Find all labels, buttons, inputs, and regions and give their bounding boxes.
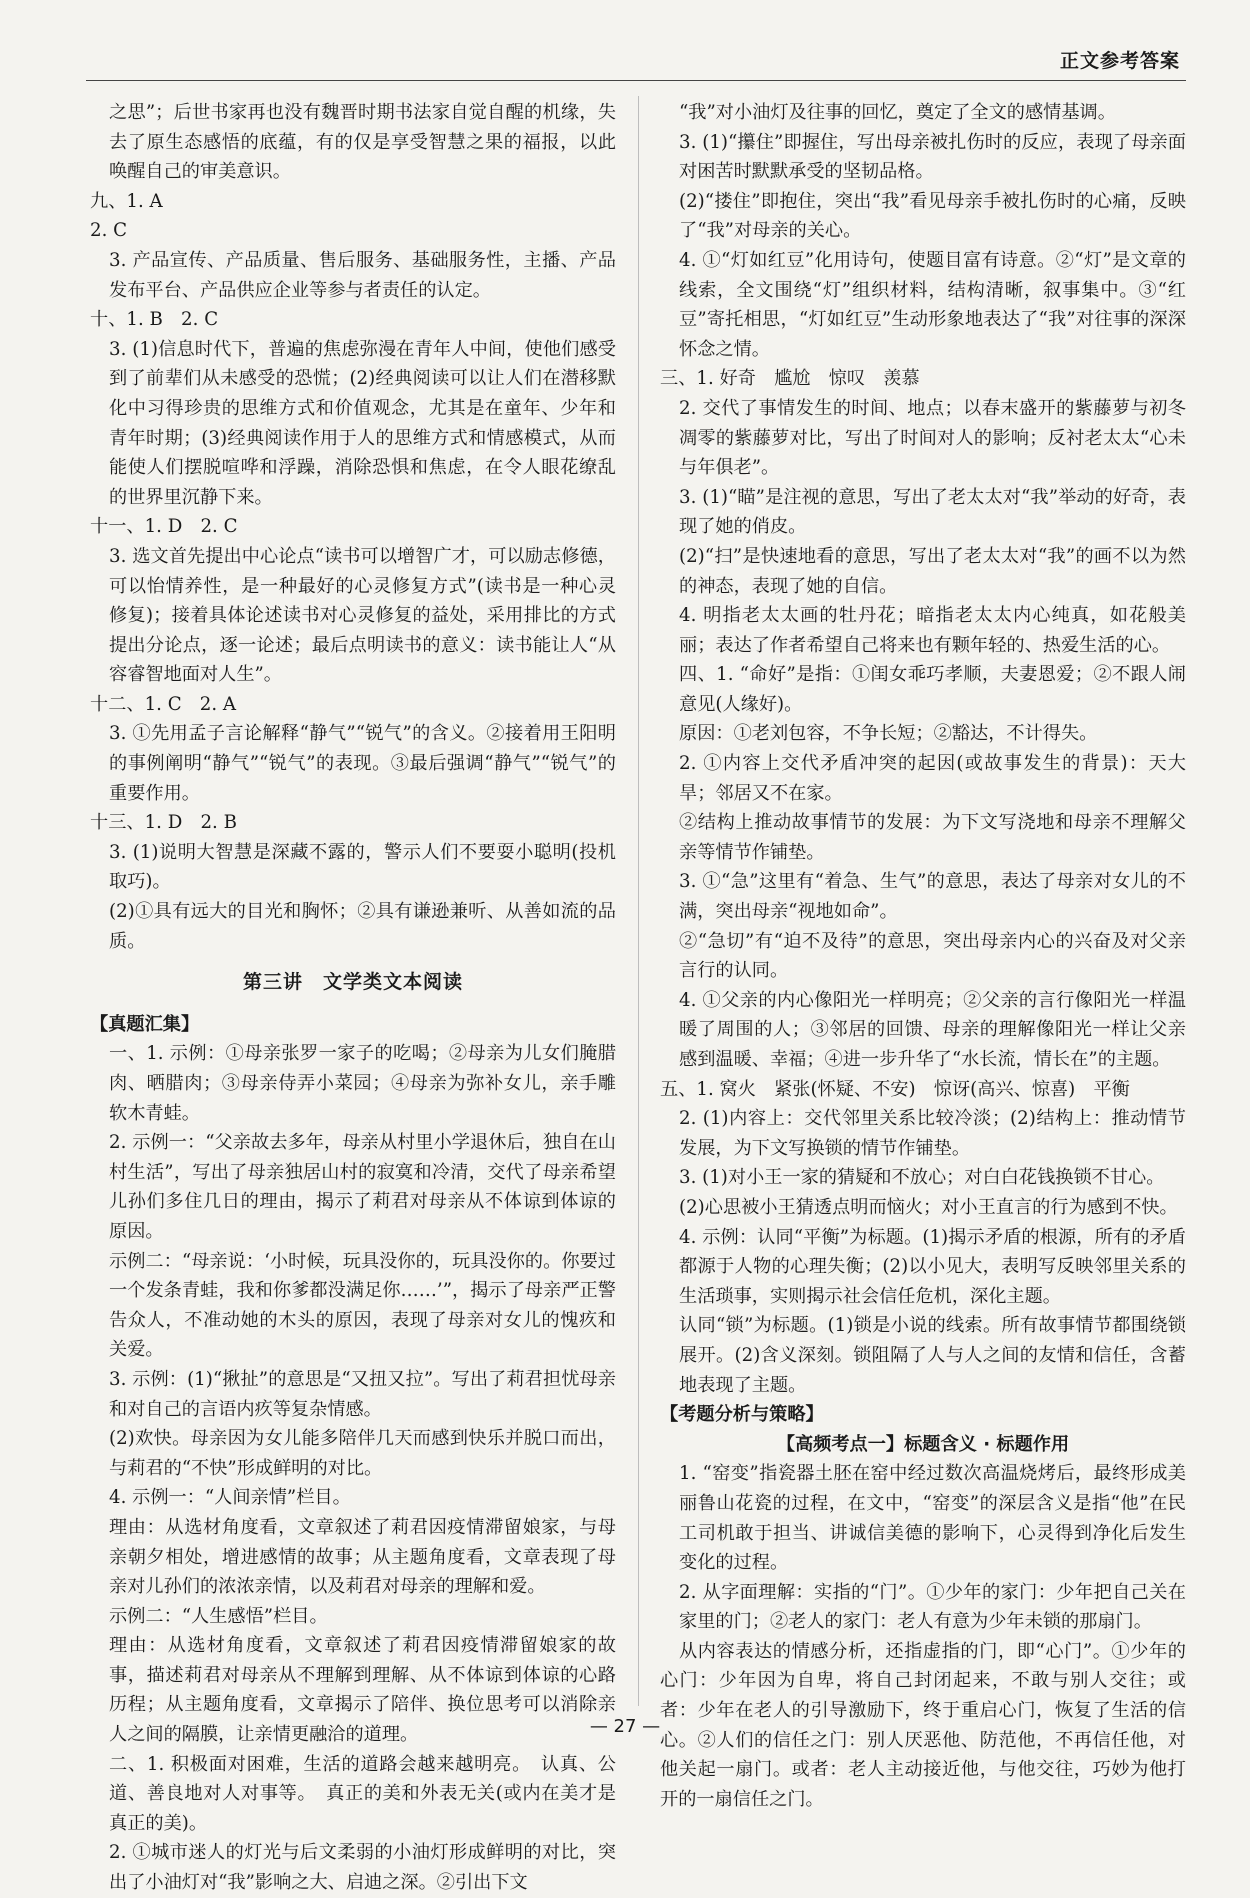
answer-paragraph: 3. ①“急”这里有“着急、生气”的意思，表达了母亲对女儿的不满，突出母亲“视地如命”。	[679, 871, 1186, 923]
answer-paragraph: 2. ①内容上交代矛盾冲突的起因(或故事发生的背景)：天大旱；邻居又不在家。	[679, 753, 1186, 804]
answer-paragraph: 2. C	[90, 220, 128, 242]
answer-paragraph: 认同“锁”为标题。(1)锁是小说的线索。所有故事情节都围绕锁展开。(2)含义深刻。锁阻隔了人与人之间的友情和信任，含蓄地表现了主题。	[679, 1315, 1186, 1396]
answer-paragraph: 3. 产品宣传、产品质量、售后服务、基础服务性，主播、产品发布平台、产品供应企业等参与者责任的认定。	[109, 249, 616, 301]
answer-paragraph: 原因：①老刘包容，不争长短；②豁达，不计得失。	[679, 723, 1098, 745]
header-rule	[86, 80, 1186, 81]
answer-paragraph: 4. ①“灯如红豆”化用诗句，使题目富有诗意。②“灯”是文章的线索，全文围绕“灯”组织材料，结构清晰，叙事集中。③“红豆”寄托相思，“灯如红豆”生动形象地表达了“我”对往事的深深怀念之情。	[679, 249, 1186, 360]
answer-paragraph: 四、1. “命好”是指：①闺女乖巧孝顺，夫妻恩爱；②不跟人闹意见(人缘好)。	[679, 664, 1186, 715]
answer-paragraph: 2. 交代了事情发生的时间、地点；以春末盛开的紫藤萝与初冬凋零的紫藤萝对比，写出了时间对人的影响；反衬老太太“心未与年俱老”。	[679, 397, 1186, 479]
left-column	[90, 98, 616, 1898]
answer-paragraph: 1. “窑变”指瓷器土胚在窑中经过数次高温烧烤后，最终形成美丽鲁山花瓷的过程，在文中，“窑变”的深层含义是指“他”在民工司机敢于担当、讲诚信美德的影响下，心灵得到净化后发生变化的过程。	[679, 1463, 1186, 1574]
answer-paragraph: 2. (1)内容上：交代邻里关系比较冷淡；(2)结构上：推动情节发展，为下文写换锁的情节作铺垫。	[679, 1108, 1186, 1159]
section-label: 【高频考点一】标题含义 · 标题作用	[776, 1433, 1070, 1455]
answer-paragraph: 4. 示例一：“人间亲情”栏目。	[109, 1487, 351, 1509]
answer-paragraph: ②“急切”有“迫不及待”的意思，突出母亲内心的兴奋及对父亲言行的认同。	[679, 930, 1186, 982]
answer-paragraph: 示例二：“母亲说：‘小时候，玩具没你的，玩具没你的。你要过一个发条青蛙，我和你爹都没满足你……’”，揭示了母亲严正警告众人，不准动她的木头的原因，表现了母亲对女儿的愧疚和关爱。	[109, 1250, 616, 1361]
answer-paragraph: 4. 明指老太太画的牡丹花；暗指老太太内心纯真，如花般美丽；表达了作者希望自己将来也有颗年轻的、热爱生活的心。	[679, 605, 1186, 656]
answer-paragraph: 4. ①父亲的内心像阳光一样明亮；②父亲的言行像阳光一样温暖了周围的人；③邻居的回馈、母亲的理解像阳光一样让父亲感到温暖、幸福；④进一步升华了“水长流，情长在”的主题。	[679, 989, 1186, 1070]
answer-paragraph: 3. ①先用孟子言论解释“静气”“锐气”的含义。②接着用王阳明的事例阐明“静气”“锐气”的表现。③最后强调“静气”“锐气”的重要作用。	[109, 723, 616, 804]
answer-paragraph: 3. (1)对小王一家的猜疑和不放心；对白白花钱换锁不甘心。	[679, 1167, 1165, 1189]
answer-paragraph: 3. (1)“瞄”是注视的意思，写出了老太太对“我”举动的好奇，表现了她的俏皮。	[679, 486, 1186, 538]
section-title: 第三讲 文学类文本阅读	[242, 971, 463, 994]
answer-paragraph: 一、1. 示例：①母亲张罗一家子的吃喝；②母亲为儿女们腌腊肉、晒腊肉；③母亲侍弄小菜园；④母亲为弥补女儿，亲手雕软木青蛙。	[109, 1043, 616, 1124]
answer-paragraph: ②结构上推动故事情节的发展：为下文写浇地和母亲不理解父亲等情节作铺垫。	[679, 812, 1186, 863]
answer-paragraph: 十三、1. D 2. B	[90, 812, 237, 834]
answer-paragraph: 九、1. A	[90, 190, 163, 212]
answer-paragraph: 3. (1)信息时代下，普遍的焦虑弥漫在青年人中间，使他们感受到了前辈们从未感受的恐慌；(2)经典阅读可以让人们在潜移默化中习得珍贵的思维方式和价值观念，尤其是在童年、少年和青年时期；(3)经典阅读作用于人的思维方式和情感模式，从而能使人们摆脱喧哗和浮躁，消除恐惧和焦虑，在令人眼花缭乱的世界里沉静下来。	[109, 338, 616, 508]
answer-paragraph: 十、1. B 2. C	[90, 309, 219, 331]
section-label: 【真题汇集】	[90, 1013, 200, 1035]
column-divider	[638, 96, 639, 1706]
answer-paragraph: (2)欢快。母亲因为女儿能多陪伴几天而感到快乐并脱口而出，与莉君的“不快”形成鲜明的对比。	[109, 1428, 616, 1479]
answer-paragraph: (2)“搂住”即抱住，突出“我”看见母亲手被扎伤时的心痛，反映了“我”对母亲的关心。	[679, 190, 1186, 242]
answer-paragraph: 2. ①城市迷人的灯光与后文柔弱的小油灯形成鲜明的对比，突出了小油灯对“我”影响之大、启迪之深。②引出下文	[109, 1842, 616, 1894]
section-label: 【考题分析与策略】	[660, 1404, 824, 1426]
answer-paragraph: 3. (1)说明大智慧是深藏不露的，警示人们不要耍小聪明(投机取巧)。	[109, 841, 616, 893]
answer-paragraph: 3. (1)“攥住”即握住，写出母亲被扎伤时的反应，表现了母亲面对困苦时默默承受的坚韧品格。	[679, 131, 1186, 183]
answer-paragraph: 十一、1. D 2. C	[90, 516, 238, 538]
answer-paragraph: 之思”；后世书家再也没有魏晋时期书法家自觉自醒的机缘，失去了原生态感悟的底蕴，有的仅是享受智慧之果的福报，以此唤醒自己的审美意识。	[109, 102, 616, 183]
answer-paragraph: 2. 示例一：“父亲故去多年，母亲从村里小学退休后，独自在山村生活”，写出了母亲独居山村的寂寞和冷清，交代了母亲希望儿孙们多住几日的理由，揭示了莉君对母亲从不体谅到体谅的原因。	[109, 1132, 616, 1242]
answer-paragraph: 4. 示例：认同“平衡”为标题。(1)揭示矛盾的根源，所有的矛盾都源于人物的心理失衡；(2)以小见大，表明写反映邻里关系的生活琐事，实则揭示社会信任危机，深化主题。	[679, 1226, 1186, 1307]
answer-paragraph: 3. 选文首先提出中心论点“读书可以增智广才，可以励志修德，可以怡情养性，是一种最好的心灵修复方式”(读书是一种心灵修复)；接着具体论述读书对心灵修复的益处，采用排比的方式提出分论点，逐一论述；最后点明读书的意义：读书能让人“从容睿智地面对人生”。	[109, 545, 616, 686]
answer-paragraph: 示例二：“人生感悟”栏目。	[109, 1605, 328, 1627]
answer-paragraph: (2)“扫”是快速地看的意思，写出了老太太对“我”的画不以为然的神态，表现了她的自信。	[679, 545, 1186, 597]
right-column	[660, 98, 1186, 1814]
answer-paragraph: 3. 示例：(1)“揪扯”的意思是“又扭又拉”。写出了莉君担忧母亲和对自己的言语内疚等复杂情感。	[109, 1368, 616, 1420]
answer-paragraph: (2)①具有远大的目光和胸怀；②具有谦逊兼听、从善如流的品质。	[109, 901, 616, 952]
page-number: — 27 —	[589, 1716, 661, 1737]
answer-paragraph: 理由：从选材角度看，文章叙述了莉君因疫情滞留娘家的故事，描述莉君对母亲从不理解到理解、从不体谅到体谅的心路历程；从主题角度看，文章揭示了陪伴、换位思考可以消除亲人之间的隔膜，让亲情更融洽的道理。	[109, 1635, 616, 1746]
answer-paragraph: 从内容表达的情感分析，还指虚指的门，即“心门”。①少年的心门：少年因为自卑，将自己封闭起来，不敢与别人交往；或者：少年在老人的引导激励下，终于重启心门，恢复了生活的信心。②人们的信任之门：别人厌恶他、防范他，不再信任他，对他关起一扇门。或者：老人主动接近他，与他交往，巧妙为他打开的一扇信任之门。	[660, 1640, 1186, 1810]
answer-paragraph: 三、1. 好奇 尴尬 惊叹 羡慕	[660, 368, 920, 390]
answer-paragraph: 二、1. 积极面对困难，生活的道路会越来越明亮。 认真、公道、善良地对人对事等。 真正的美和外表无关(或内在美才是真正的美)。	[109, 1753, 616, 1834]
answer-paragraph: “我”对小油灯及往事的回忆，奠定了全文的感情基调。	[679, 102, 1116, 123]
answer-paragraph: 2. 从字面理解：实指的“门”。①少年的家门：少年把自己关在家里的门；②老人的家门：老人有意为少年未锁的那扇门。	[679, 1581, 1186, 1633]
page-header: 正文参考答案	[1059, 50, 1180, 72]
answer-paragraph: 理由：从选材角度看，文章叙述了莉君因疫情滞留娘家，与母亲朝夕相处，增进感情的故事；从主题角度看，文章表现了母亲对儿孙们的浓浓亲情，以及莉君对母亲的理解和爱。	[109, 1516, 616, 1598]
answer-paragraph: (2)心思被小王猜透点明而恼火；对小王直言的行为感到不快。	[679, 1196, 1178, 1218]
answer-paragraph: 五、1. 窝火 紧张(怀疑、不安) 惊讶(高兴、惊喜) 平衡	[660, 1078, 1130, 1100]
answer-paragraph: 十二、1. C 2. A	[90, 693, 237, 715]
